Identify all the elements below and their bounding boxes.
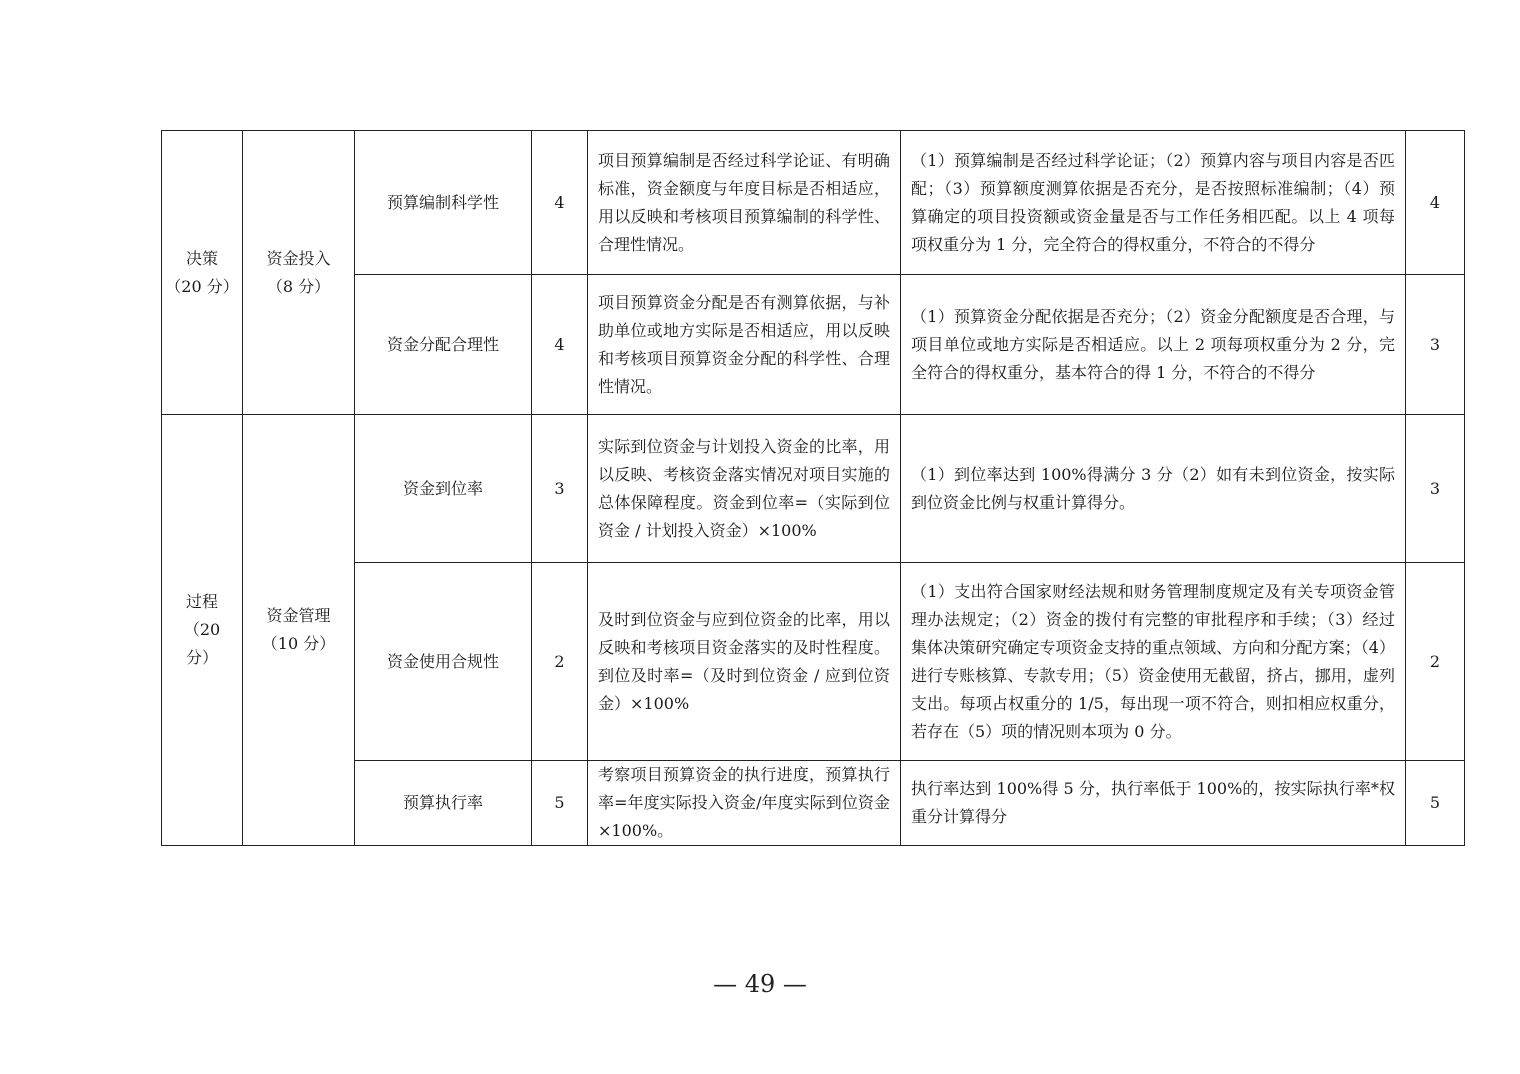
level1-cell: [162, 415, 243, 846]
indicator-cell: 预算编制科学性: [355, 131, 532, 275]
page-number: — 49 —: [713, 970, 807, 998]
description-cell: 项目预算编制是否经过科学论证、有明确标准，资金额度与年度目标是否相适应，用以反映和考核项目预算编制的科学性、合理性情况。: [588, 131, 901, 275]
weight-cell: 4: [532, 275, 588, 415]
level1-label: 决策: [185, 248, 218, 268]
level2-score: （10 分）: [261, 634, 336, 653]
table-row: [162, 131, 1465, 275]
evaluation-indicator-table: [161, 130, 1465, 846]
description-cell: 实际到位资金与计划投入资金的比率，用以反映、考核资金落实情况对项目实施的总体保障程度。资金到位率=（实际到位资金 / 计划投入资金）×100%: [588, 415, 901, 563]
table-row: [162, 563, 1465, 761]
score-cell: 3: [1406, 275, 1465, 415]
level1-score: （20: [183, 620, 221, 639]
level2-label: 资金投入: [266, 248, 331, 268]
score-cell: 4: [1406, 131, 1465, 275]
level2-cell: [243, 131, 355, 415]
criteria-cell: （1）预算资金分配依据是否充分；（2）资金分配额度是否合理，与项目单位或地方实际是否相适应。以上 2 项每项权重分为 2 分，完全符合的得权重分，基本符合的得 1 分，不符合的不得分: [901, 275, 1406, 415]
indicator-cell: 资金分配合理性: [355, 275, 532, 415]
indicator-cell: 预算执行率: [355, 761, 532, 846]
criteria-cell: （1）支出符合国家财经法规和财务管理制度规定及有关专项资金管理办法规定；（2）资金的拨付有完整的审批程序和手续；（3）经过集体决策研究确定专项资金支持的重点领域、方向和分配方案；（4）进行专账核算、专款专用；（5）资金使用无截留，挤占，挪用，虚列支出。每项占权重分的 1/5，每出现一项不符合，则扣相应权重分，若存在（5）项的情况则本项为 0 分。: [901, 563, 1406, 761]
criteria-cell: （1）预算编制是否经过科学论证；（2）预算内容与项目内容是否匹配；（3）预算额度测算依据是否充分，是否按照标准编制；（4）预算确定的项目投资额或资金量是否与工作任务相匹配。以上 4 项每项权重分为 1 分，完全符合的得权重分，不符合的不得分: [901, 131, 1406, 275]
description-cell: 考察项目预算资金的执行进度，预算执行率=年度实际投入资金/年度实际到位资金×100%。: [588, 761, 901, 846]
description-cell: 及时到位资金与应到位资金的比率，用以反映和考核项目资金落实的及时性程度。到位及时率=（及时到位资金 / 应到位资金）×100%: [588, 563, 901, 761]
level2-cell: [243, 415, 355, 846]
indicator-cell: 资金使用合规性: [355, 563, 532, 761]
description-cell: 项目预算资金分配是否有测算依据，与补助单位或地方实际是否相适应，用以反映和考核项目预算资金分配的科学性、合理性情况。: [588, 275, 901, 415]
score-cell: 5: [1406, 761, 1465, 846]
level1-cell: [162, 131, 243, 415]
table-row: [162, 415, 1465, 563]
level1-score: （20 分）: [165, 276, 239, 296]
weight-cell: 4: [532, 131, 588, 275]
level2-score: （8 分）: [266, 276, 331, 296]
score-cell: 2: [1406, 563, 1465, 761]
level2-label: 资金管理: [266, 606, 331, 625]
criteria-cell: （1）到位率达到 100%得满分 3 分（2）如有未到位资金，按实际到位资金比例与权重计算得分。: [901, 415, 1406, 563]
table-row: [162, 275, 1465, 415]
weight-cell: 2: [532, 563, 588, 761]
level1-score-unit: 分）: [185, 648, 218, 667]
weight-cell: 5: [532, 761, 588, 846]
weight-cell: 3: [532, 415, 588, 563]
level1-label: 过程: [185, 592, 218, 611]
table-row: [162, 761, 1465, 846]
indicator-cell: 资金到位率: [355, 415, 532, 563]
score-cell: 3: [1406, 415, 1465, 563]
criteria-cell: 执行率达到 100%得 5 分，执行率低于 100%的，按实际执行率*权重分计算得分: [901, 761, 1406, 846]
